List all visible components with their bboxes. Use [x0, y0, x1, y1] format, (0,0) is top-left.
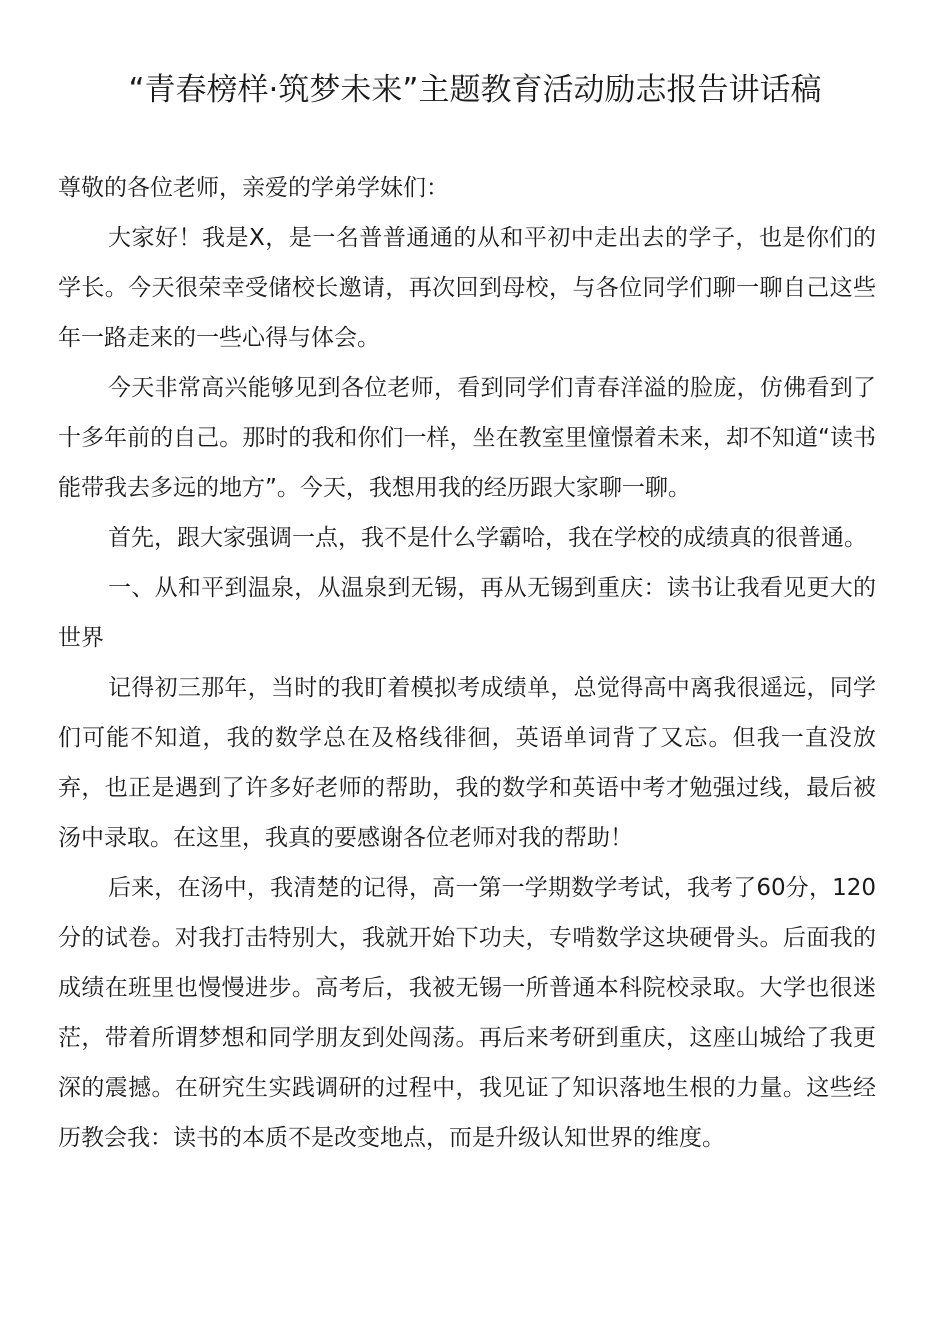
- paragraph-greeting: 大家好！我是X，是一名普普通通的从和平初中走出去的学子，也是你们的学长。今天很荣幸受储校长邀请，再次回到母校，与各位同学们聊一聊自己这些年一路走来的一些心得与体会。: [58, 225, 876, 351]
- document-title: “青春榜样·筑梦未来”主题教育活动励志报告讲话稿: [128, 72, 822, 108]
- salutation: 尊敬的各位老师，亲爱的学弟学妹们：: [58, 175, 449, 201]
- paragraph-junior-high: 记得初三那年，当时的我盯着模拟考成绩单，总觉得高中离我很遥远，同学们可能不知道，我的数学总在及格线徘徊，英语单词背了又忘。但我一直没放弃，也正是遇到了许多好老师的帮助，我的数学和英语中考才勉强过线，最后被汤中录取。在这里，我真的要感谢各位老师对我的帮助！: [58, 675, 876, 851]
- paragraph-high-school: 后来，在汤中，我清楚的记得，高一第一学期数学考试，我考了60分，120分的试卷。对我打击特别大，我就开始下功夫，专啃数学这块硬骨头。后面我的成绩在班里也慢慢进步。高考后，我被无锡一所普通本科院校录取。大学也很迷茫，带着所谓梦想和同学朋友到处闯荡。再后来考研到重庆，这座山城给了我更深的震撼。在研究生实践调研的过程中，我见证了知识落地生根的力量。这些经历教会我：读书的本质不是改变地点，而是升级认知世界的维度。: [58, 875, 876, 1151]
- paragraph-memories: 今天非常高兴能够见到各位老师，看到同学们青春洋溢的脸庞，仿佛看到了十多年前的自己。那时的我和你们一样，坐在教室里憧憬着未来，却不知道“读书能带我去多远的地方”。今天，我想用我的经历跟大家聊一聊。: [58, 375, 876, 501]
- document-body: [58, 163, 876, 1163]
- section-heading: 一、从和平到温泉，从温泉到无锡，再从无锡到重庆：读书让我看见更大的世界: [58, 575, 876, 651]
- paragraph-emphasis: 首先，跟大家强调一点，我不是什么学霸哈，我在学校的成绩真的很普通。: [108, 525, 867, 551]
